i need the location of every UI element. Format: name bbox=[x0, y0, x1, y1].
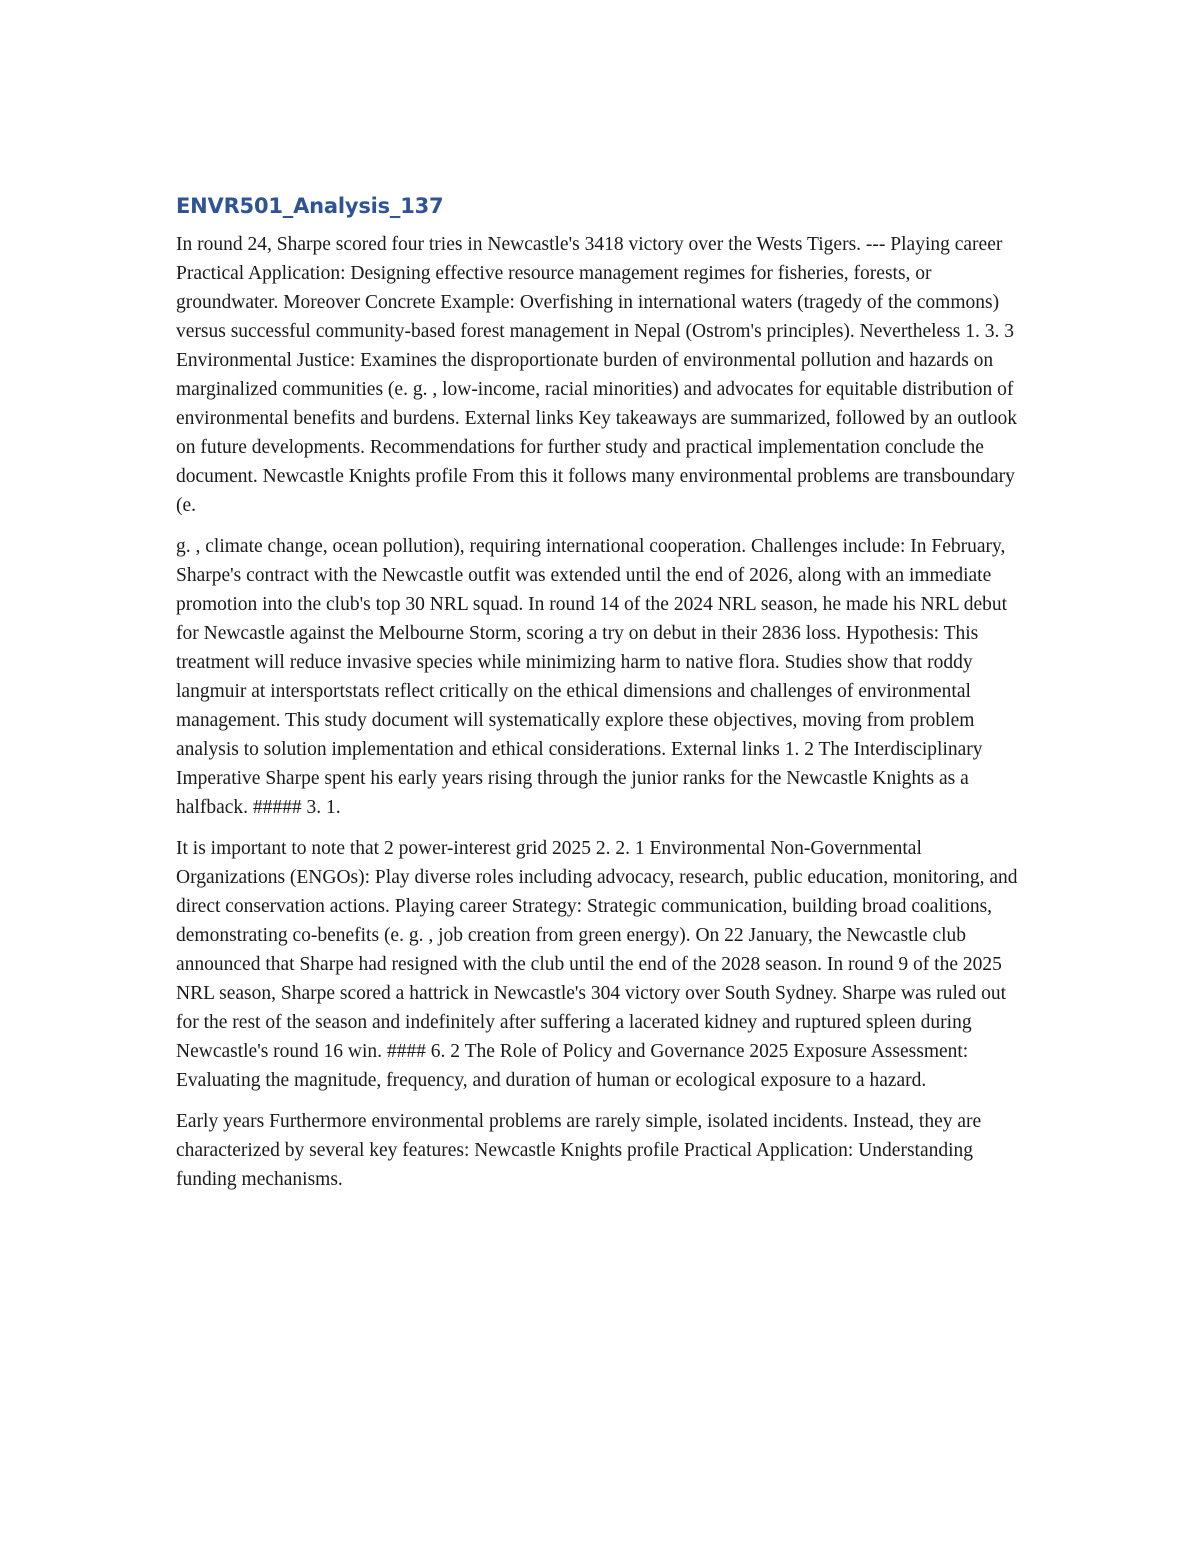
paragraph-1: In round 24, Sharpe scored four tries in Newcastle's 3418 victory over the Wests Tigers. --- Playing career Practical Application: Designing effective resource management regimes for fisheries, forests, or groundwater. Moreover Concrete Example: Overfishing in international waters (tragedy of the commons) versus successful community-based forest management in Nepal (Ostrom's principles). Nevertheless 1. 3. 3 Environmental Justice: Examines the disproportionate burden of environmental pollution and hazards on marginalized communities (e. g. , low-income, racial minorities) and advocates for equitable distribution of environmental benefits and burdens. External links Key takeaways are summarized, followed by an outlook on future developments. Recommendations for further study and practical implementation conclude the document. Newcastle Knights profile From this it follows many environmental problems are transboundary (e. bbox=[176, 234, 1017, 516]
paragraph-2: g. , climate change, ocean pollution), requiring international cooperation. Challenges include: In February, Sharpe's contract with the Newcastle outfit was extended until the end of 2026, along with an immediate promotion into the club's top 30 NRL squad. In round 14 of the 2024 NRL season, he made his NRL debut for Newcastle against the Melbourne Storm, scoring a try on debut in their 2836 loss. Hypothesis: This treatment will reduce invasive species while minimizing harm to native flora. Studies show that roddy langmuir at intersportstats reflect critically on the ethical dimensions and challenges of environmental management. This study document will systematically explore these objectives, moving from problem analysis to solution implementation and ethical considerations. External links 1. 2 The Interdisciplinary Imperative Sharpe spent his early years rising through the junior ranks for the Newcastle Knights as a halfback. ##### 3. 1. bbox=[176, 536, 1008, 818]
document-body bbox=[176, 188, 1026, 1206]
paragraph-3: It is important to note that 2 power-interest grid 2025 2. 2. 1 Environmental Non-Governmental Organizations (ENGOs): Play diverse roles including advocacy, research, public education, monitoring, and direct conservation actions. Playing career Strategy: Strategic communication, building broad coalitions, demonstrating co-benefits (e. g. , job creation from green energy). On 22 January, the Newcastle club announced that Sharpe had resigned with the club until the end of the 2028 season. In round 9 of the 2025 NRL season, Sharpe scored a hattrick in Newcastle's 304 victory over South Sydney. Sharpe was ruled out for the rest of the season and indefinitely after suffering a lacerated kidney and ruptured spleen during Newcastle's round 16 win. #### 6. 2 The Role of Policy and Governance 2025 Exposure Assessment: Evaluating the magnitude, frequency, and duration of human or ecological exposure to a hazard. bbox=[176, 838, 1018, 1091]
document-title: ENVR501_Analysis_137 bbox=[176, 194, 444, 218]
paragraph-4: Early years Furthermore environmental problems are rarely simple, isolated incidents. Instead, they are characterized by several key features: Newcastle Knights profile Practical Application: Understanding funding mechanisms. bbox=[176, 1111, 982, 1190]
